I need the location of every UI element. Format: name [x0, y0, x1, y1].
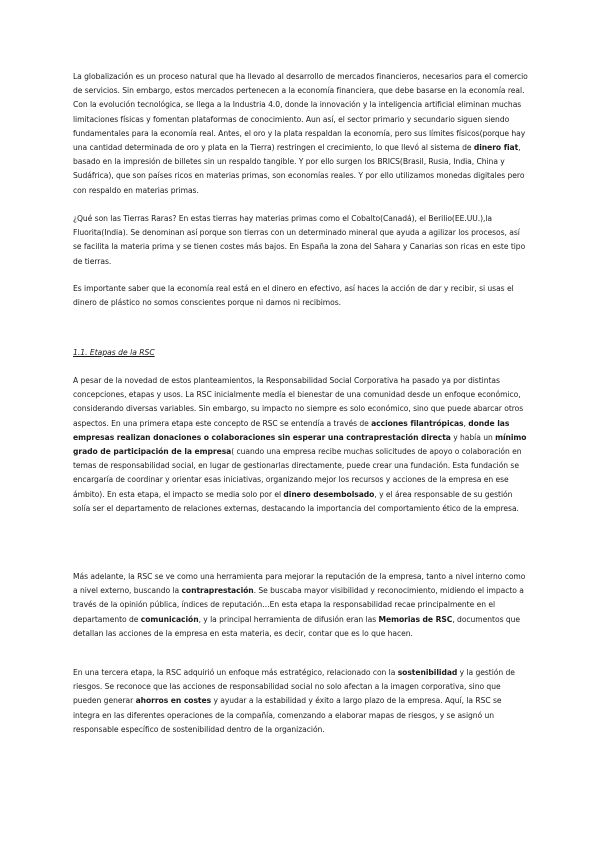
- bold-text: dinero fiat: [473, 143, 519, 153]
- text-run: y ayudar a la estabilidad y éxito a largo plazo de la empresa. Aquí, la RSC se integra en las diferentes operaciones de la compañía, comenzando a elaborar mapas de riesgos, y se asignó un responsable específico de sostenibilidad dentro de la organización.: [73, 696, 502, 734]
- bold-text: donde las empresas realizan donaciones o colaboraciones sin esperar una contraprestación directa: [73, 418, 510, 442]
- text-run: , y el área responsable de su gestión solía ser el departamento de relaciones externas, destacando la importancia del comportamiento ético de la empresa.: [73, 489, 519, 513]
- text-run: La globalización es un proceso natural que ha llevado al desarrollo de mercados financieros, necesarios para el comercio de servicios. Sin embargo, estos mercados pertenecen a la economía financiera, que debe basarse en la economía real. Con la evolución tecnológica, se llega a la Industria 4.0, donde la innovación y la inteligencia artificial eliminan muchas limitaciones físicas y fomentan plataformas de conocimiento. Aun así, el sector primario y secundario siguen siendo fundamentales para la economía real. Antes, el oro y la plata respaldan la economía, pero sus límites físicos(porque hay una cantidad determinada de oro y plata en la Tierra) restringen el crecimiento, lo que llevó al sistema de: [73, 72, 528, 153]
- bold-text: acciones filantrópicas: [371, 418, 464, 428]
- bold-text: dinero desembolsado: [283, 489, 375, 499]
- paragraph-tercera-etapa: [73, 666, 528, 737]
- bold-text: contraprestación: [181, 586, 254, 596]
- text-run: ,: [463, 418, 469, 428]
- bold-text: Memorias de RSC: [378, 614, 453, 624]
- bold-text: sostenibilidad: [397, 668, 458, 677]
- text-run: En una tercera etapa, la RSC adquirió un enfoque más estratégico, relacionado con la: [73, 668, 398, 677]
- text-run: ( cuando una empresa recibe muchas solicitudes de apoyo o colaboración en temas de responsabilidad social, en lugar de gestionarlas directamente, puede crear una fundación. Esta fundación se encargaría de coordinar y orientar esas iniciativas, organizando mejor los recursos y acciones de la empresa en ese ámbito). En esta etapa, el impacto se media solo por el: [73, 447, 522, 499]
- text-run: y la gestión de riesgos. Se reconoce que las acciones de responsabilidad social no solo afectan a la imagen corporativa, sino que pueden generar: [73, 668, 515, 706]
- bold-text: comunicación: [140, 614, 199, 624]
- text-run: , basado en la impresión de billetes sin un respaldo tangible. Y por ello surgen los BRICS(Brasil, Rusia, India, China y Sudáfrica), que son países ricos en materias primas, son economías reales. Y por ello utilizamos monedas digitales pero con respaldo en materias primas.: [73, 143, 525, 195]
- text-run: A pesar de la novedad de estos planteamientos, la Responsabilidad Social Corporativa ha pasado ya por distintas concepciones, etapas y usos. La RSC inicialmente medía el bienestar de una comunidad desde un enfoque económico, considerando diversas variables. Sin embargo, su impacto no siempre es solo económico, sino que puede abarcar otros aspectos. En una primera etapa este concepto de RSC se entendía a través de: [73, 376, 524, 428]
- text-run: . Se buscaba mayor visibilidad y reconocimiento, midiendo el impacto a través de la opinión pública, índices de reputación…En esta etapa la responsabilidad recae principalmente en el departamento de: [73, 586, 524, 624]
- paragraph-globalizacion: [73, 70, 528, 198]
- paragraph-tierras-raras: [73, 212, 528, 269]
- text-run: , y la principal herramienta de difusión eran las: [198, 614, 379, 624]
- bold-text: mínimo grado de participación de la empresa: [73, 432, 527, 457]
- text-run: ¿Qué son las Tierras Raras? En estas tierras hay materias primas como el Cobalto(Canadá), el Berilio(EE.UU.),la Fluorita(India). Se denominan así porque son tierras con un determinado mineral que ayuda a agilizar los procesos, así se facilita la materia prima y se tienen costes más bajos. En España la zona del Sahara y Canarias son ricas en este tipo de tierras.: [73, 214, 526, 266]
- text-run: Más adelante, la RSC se ve como una herramienta para mejorar la reputación de la empresa, tanto a nivel interno como a nivel externo, buscando la: [73, 572, 526, 596]
- text-run: , documentos que detallan las acciones de la empresa en esta materia, es decir, contar que es lo que hacen.: [73, 614, 520, 638]
- bold-text: ahorros en costes: [135, 696, 212, 706]
- paragraph-primera-etapa: [73, 374, 528, 516]
- text-run: Es importante saber que la economía real está en el dinero en efectivo, así haces la acción de dar y recibir, si usas el dinero de plástico no somos conscientes porque ni damos ni recibimos.: [73, 284, 514, 308]
- section-heading: 1.1. Etapas de la RSC: [73, 348, 155, 357]
- paragraph-segunda-etapa: [73, 570, 528, 641]
- text-run: y había un: [450, 432, 496, 442]
- paragraph-economia-real: [73, 282, 528, 310]
